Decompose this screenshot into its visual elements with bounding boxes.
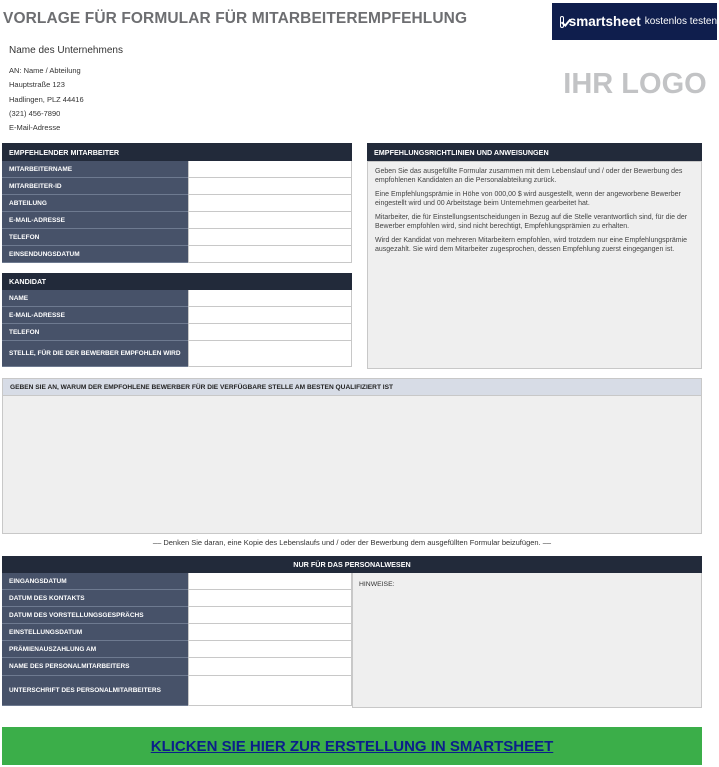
referrer-field-input[interactable] <box>188 161 352 178</box>
referrer-field-row <box>2 195 352 212</box>
referrer-field-label: MITARBEITER-ID <box>2 178 188 195</box>
hr-field-input[interactable] <box>188 658 352 676</box>
referrer-field-label: ABTEILUNG <box>2 195 188 212</box>
referrer-field-row <box>2 161 352 178</box>
candidate-field-label: E-MAIL-ADRESSE <box>2 307 188 324</box>
smartsheet-brand: smartsheet <box>568 14 641 29</box>
guideline-paragraph: Geben Sie das ausgefüllte Formular zusammen mit dem Lebenslauf und / oder der Bewerbung des empfohlenen Kandidaten an die Personalabteilung zurück. <box>375 168 683 184</box>
referrer-field-row <box>2 178 352 195</box>
hr-field-label: EINSTELLUNGSDATUM <box>2 624 188 641</box>
smartsheet-banner[interactable] <box>552 3 717 40</box>
referrer-field-row <box>2 246 352 263</box>
qualification-field[interactable] <box>2 396 702 534</box>
logo-placeholder: IHR LOGO <box>563 68 707 100</box>
hr-field-row <box>2 590 352 607</box>
hr-heading: NUR FÜR DAS PERSONALWESEN <box>2 556 702 573</box>
free-trial-label: kostenlos testen <box>644 16 717 27</box>
phone: (321) 456-7890 <box>9 109 61 118</box>
candidate-field-row <box>2 307 352 324</box>
hr-field-input[interactable] <box>188 573 352 590</box>
referrer-field-row <box>2 229 352 246</box>
referrer-field-label: MITARBEITERNAME <box>2 161 188 178</box>
hr-field-row <box>2 641 352 658</box>
hr-field-input[interactable] <box>188 607 352 624</box>
hr-field-row <box>2 624 352 641</box>
create-in-smartsheet-button[interactable] <box>2 727 702 765</box>
guideline-paragraph: Wird der Kandidat von mehreren Mitarbeitern empfohlen, wird trotzdem nur eine Empfehlungsprämie ausgezahlt. Sie wird dem Mitarbeiter zugesprochen, dessen Empfehlung zuerst eingegangen ist. <box>375 237 688 253</box>
guideline-paragraph: Mitarbeiter, die für Einstellungsentscheidungen in Bezug auf die Stelle verantwortlich sind, für die der Bewerber empfohlen wird, sind nicht berechtigt, Empfehlungsprämien zu erhalten. <box>375 214 688 230</box>
hr-field-input[interactable] <box>188 641 352 658</box>
referrer-field-label: TELEFON <box>2 229 188 246</box>
guidelines-body <box>367 161 702 369</box>
candidate-field-input[interactable] <box>188 290 352 307</box>
email: E-Mail-Adresse <box>9 123 61 132</box>
referrer-field-input[interactable] <box>188 178 352 195</box>
guideline-paragraph: Eine Empfehlungsprämie in Höhe von 000,00 $ wird ausgestellt, wenn der angeworbene Bewerber eingestellt wird und 00 Arbeitstage beim Unternehmen gearbeitet hat. <box>375 191 681 207</box>
street: Hauptstraße 123 <box>9 80 65 89</box>
hr-field-label: NAME DES PERSONALMITARBEITERS <box>2 658 188 676</box>
candidate-field-label: TELEFON <box>2 324 188 341</box>
qualification-heading: GEBEN SIE AN, WARUM DER EMPFOHLENE BEWERBER FÜR DIE VERFÜGBARE STELLE AM BESTEN QUALIFIZIERT IST <box>2 378 702 396</box>
hr-notes-field[interactable] <box>352 573 702 708</box>
referrer-field-label: EINSENDUNGSDATUM <box>2 246 188 263</box>
candidate-field-input[interactable] <box>188 307 352 324</box>
cta-label: KLICKEN SIE HIER ZUR ERSTELLUNG IN SMARTSHEET <box>150 737 554 755</box>
addressee: AN: Name / Abteilung <box>9 66 81 75</box>
hr-field-label: PRÄMIENAUSZAHLUNG AM <box>2 641 188 658</box>
city: Hadlingen, PLZ 44416 <box>9 95 84 104</box>
candidate-field-row <box>2 341 352 367</box>
referrer-heading: EMPFEHLENDER MITARBEITER <box>2 143 352 161</box>
hr-field-input[interactable] <box>188 676 352 706</box>
candidate-field-input[interactable] <box>188 324 352 341</box>
candidate-field-input[interactable] <box>188 341 352 367</box>
referrer-field-input[interactable] <box>188 246 352 263</box>
smartsheet-check-icon <box>560 16 564 28</box>
referrer-field-input[interactable] <box>188 195 352 212</box>
notes-label: HINWEISE: <box>359 581 395 588</box>
referrer-field-row <box>2 212 352 229</box>
page-title: VORLAGE FÜR FORMULAR FÜR MITARBEITEREMPFEHLUNG <box>3 10 468 27</box>
referrer-field-input[interactable] <box>188 229 352 246</box>
hr-field-label: DATUM DES KONTAKTS <box>2 590 188 607</box>
attachment-reminder: –– Denken Sie daran, eine Kopie des Lebenslaufs und / oder der Bewerbung dem ausgefüllten Formular beizufügen. –– <box>152 538 552 547</box>
candidate-field-label: STELLE, FÜR DIE DER BEWERBER EMPFOHLEN WIRD <box>2 341 188 367</box>
hr-field-row <box>2 658 352 676</box>
hr-field-row <box>2 607 352 624</box>
guidelines-heading: EMPFEHLUNGSRICHTLINIEN UND ANWEISUNGEN <box>367 143 702 161</box>
company-name: Name des Unternehmens <box>9 45 123 56</box>
hr-field-label: DATUM DES VORSTELLUNGSGESPRÄCHS <box>2 607 188 624</box>
hr-field-label: EINGANGSDATUM <box>2 573 188 590</box>
hr-field-input[interactable] <box>188 590 352 607</box>
hr-field-input[interactable] <box>188 624 352 641</box>
hr-field-label: UNTERSCHRIFT DES PERSONALMITARBEITERS <box>2 676 188 706</box>
referrer-field-input[interactable] <box>188 212 352 229</box>
candidate-heading: KANDIDAT <box>2 273 352 290</box>
hr-field-row <box>2 573 352 590</box>
referrer-field-label: E-MAIL-ADRESSE <box>2 212 188 229</box>
hr-field-row <box>2 676 352 706</box>
candidate-field-row <box>2 290 352 307</box>
candidate-field-label: NAME <box>2 290 188 307</box>
candidate-field-row <box>2 324 352 341</box>
